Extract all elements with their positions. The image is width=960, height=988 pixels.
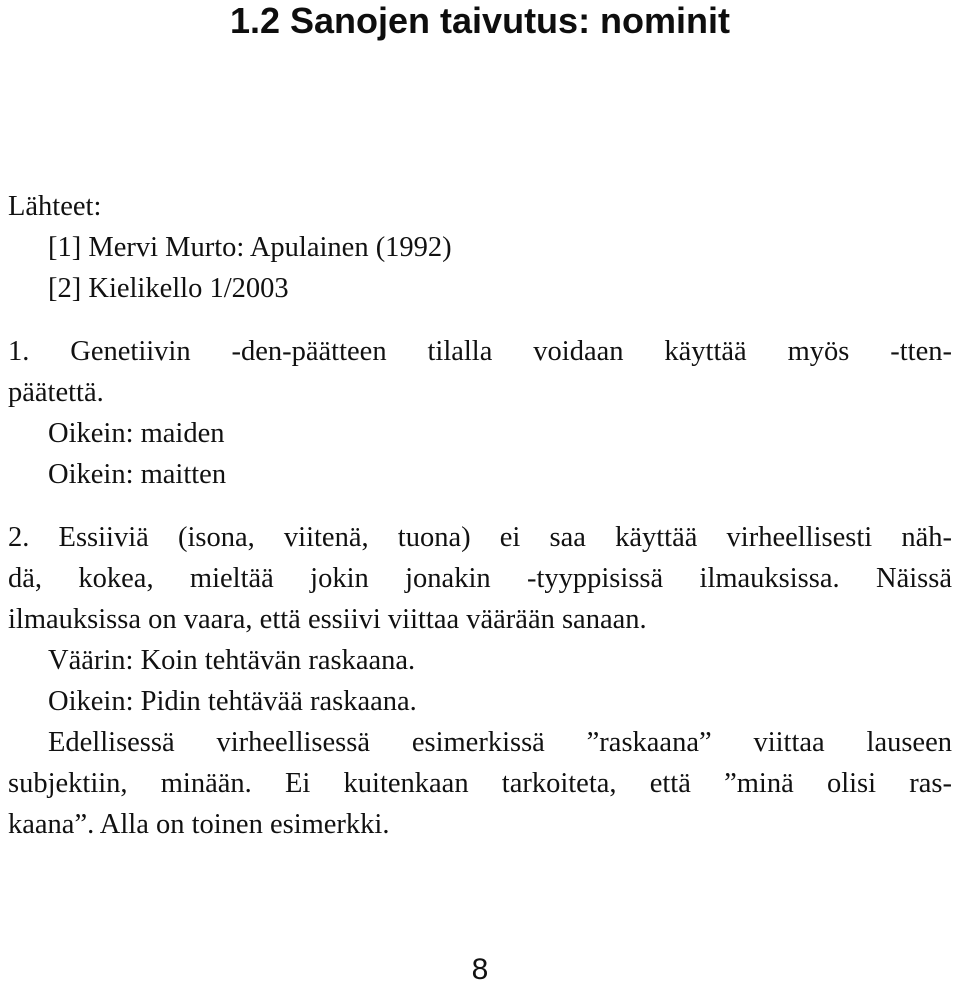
source-item: [1] Mervi Murto: Apulainen (1992) bbox=[48, 232, 452, 263]
paragraph-line: 2. Essiiviä (isona, viitenä, tuona) ei saa käyttää virheellisesti näh- bbox=[8, 522, 952, 553]
paragraph-line: 1. Genetiivin -den-päätteen tilalla voidaan käyttää myös -tten- bbox=[8, 336, 952, 367]
example-correct: Oikein: maitten bbox=[48, 459, 227, 490]
paragraph-line: kaana”. Alla on toinen esimerkki. bbox=[8, 809, 390, 840]
section-2 bbox=[8, 517, 952, 845]
sources-heading: Lähteet: bbox=[8, 191, 102, 222]
section-1 bbox=[8, 331, 952, 495]
page-title: 1.2 Sanojen taivutus: nominit bbox=[229, 0, 731, 41]
paragraph-line: päätettä. bbox=[8, 377, 104, 408]
sources-block bbox=[8, 186, 952, 309]
paragraph-line: subjektiin, minään. Ei kuitenkaan tarkoiteta, että ”minä olisi ras- bbox=[8, 768, 952, 799]
paragraph-line: ilmauksissa on vaara, että essiivi viittaa väärään sanaan. bbox=[8, 604, 647, 635]
example-wrong: Väärin: Koin tehtävän raskaana. bbox=[48, 645, 416, 676]
paragraph-line: Edellisessä virheellisessä esimerkissä ”raskaana” viittaa lauseen bbox=[48, 727, 952, 758]
source-item: [2] Kielikello 1/2003 bbox=[48, 273, 289, 304]
paragraph-line: dä, kokea, mieltää jokin jonakin -tyyppisissä ilmauksissa. Näissä bbox=[8, 563, 952, 594]
example-correct: Oikein: Pidin tehtävää raskaana. bbox=[48, 686, 417, 717]
document-body bbox=[8, 186, 952, 845]
example-correct: Oikein: maiden bbox=[48, 418, 225, 449]
page-number: 8 bbox=[471, 953, 489, 986]
